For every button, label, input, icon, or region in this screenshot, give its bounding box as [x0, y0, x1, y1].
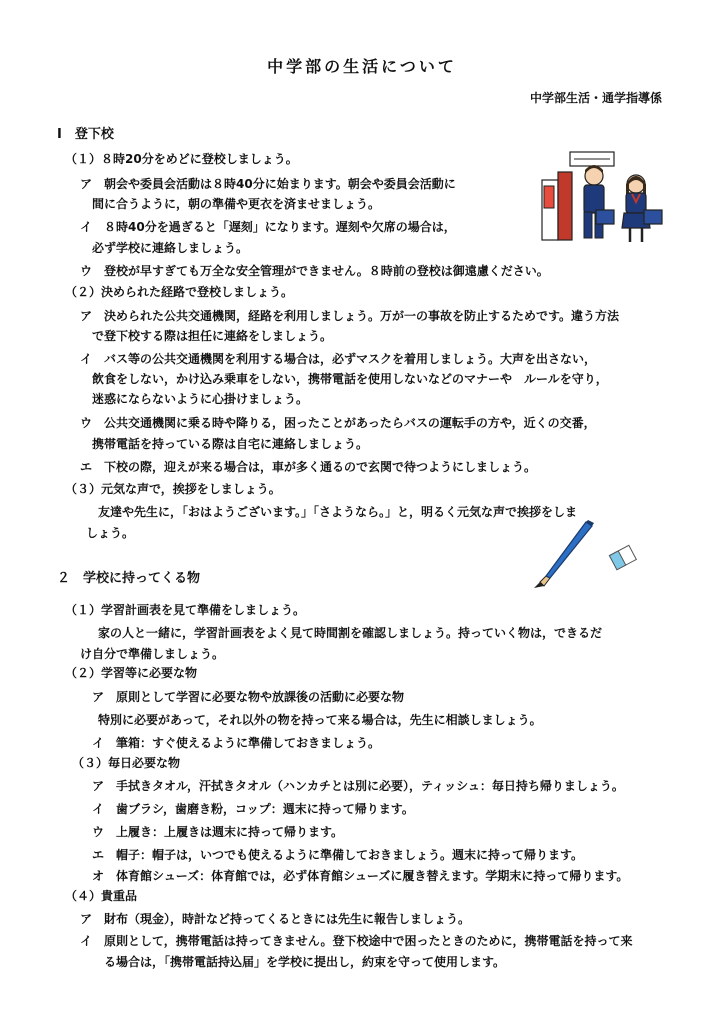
department-label: 中学部生活・通学指導係: [529, 91, 662, 105]
body-text-line: ア 手拭きタオル，汗拭きタオル（ハンカチとは別に必要），ティッシュ：毎日持ち帰りましょう。: [92, 779, 624, 793]
body-text-line: （３）元気な声で，挨拶をしましょう。: [65, 482, 281, 496]
body-text-line: 必ず学校に連絡しましょう。: [92, 241, 249, 255]
body-text-line: ア 朝会や委員会活動は８時40分に始まります。朝会や委員会活動に: [80, 177, 456, 191]
body-text-line: （１）学習計画表を見て準備をしましょう。: [65, 603, 306, 617]
body-text-line: エ 帽子：帽子は，いつでも使えるように準備しておきましょう。週末に持って帰ります。: [92, 848, 584, 862]
body-text-line: イ ８時40分を過ぎると「遅刻」になります。遅刻や欠席の場合は，: [80, 220, 456, 234]
body-text-line: （１）８時20分をめどに登校しましょう。: [65, 152, 298, 166]
students-illustration: [540, 150, 665, 250]
body-text-line: オ 体育館シューズ：体育館では，必ず体育館シューズに履き替えます。学期末に持って帰ります。: [92, 869, 629, 883]
body-text-line: しょう。: [86, 526, 135, 540]
section-heading: ２ 学校に持ってくる物: [57, 571, 201, 586]
body-text-line: け自分で準備しましょう。: [80, 647, 225, 661]
body-text-line: 飲食をしない，かけ込み乗車をしない，携帯電話を使用しないなどのマナーや ルールを守り，: [92, 372, 608, 386]
body-text-line: イ 歯ブラシ，歯磨き粉，コップ：週末に持って帰ります。: [92, 802, 414, 816]
body-text-line: ア 決められた公共交通機関，経路を利用しましょう。万が一の事故を防止するためです。違う方法: [80, 309, 620, 323]
body-text-line: ウ 公共交通機関に乗る時や降りる，困ったことがあったらバスの運転手の方や，近くの交番，: [80, 416, 596, 430]
body-text-line: る場合は，「携帯電話持込届」を学校に提出し，約束を守って使用します。: [104, 955, 506, 969]
body-text-line: 携帯電話を持っている際は自宅に連絡しましょう。: [92, 437, 369, 451]
section-heading: Ⅰ 登下校: [57, 127, 114, 142]
body-text-line: 特別に必要があって，それ以外の物を持って来る場合は，先生に相談しましょう。: [98, 713, 542, 727]
body-text-line: （３）毎日必要な物: [72, 756, 181, 770]
body-text-line: 間に合うように，朝の準備や更衣を済ませましょう。: [92, 197, 381, 211]
body-text-line: （４）貴重品: [65, 889, 138, 903]
body-text-line: イ バス等の公共交通機関を利用する場合は，必ずマスクを着用しましょう。大声を出さない，: [80, 352, 597, 366]
body-text-line: イ 筆箱：すぐ使えるように準備しておきましょう。: [92, 736, 381, 750]
body-text-line: 家の人と一緒に，学習計画表をよく見て時間割を確認しましょう。持っていく物は，できるだ: [98, 626, 603, 640]
body-text-line: （２）学習等に必要な物: [65, 666, 198, 680]
page-title: 中学部の生活について: [267, 57, 457, 76]
body-text-line: 友達や先生に，「おはようございます。」「さようなら。」と，明るく元気な声で挨拶をしま: [98, 505, 578, 519]
body-text-line: ウ 登校が早すぎても万全な安全管理ができません。８時前の登校は御遠慮ください。: [80, 264, 549, 278]
body-text-line: ウ 上履き：上履きは週末に持って帰ります。: [92, 825, 344, 839]
pencil-eraser-illustration: [530, 520, 650, 590]
body-text-line: 迷惑にならないように心掛けましょう。: [92, 392, 309, 406]
body-text-line: ア 原則として学習に必要な物や放課後の活動に必要な物: [92, 690, 405, 704]
body-text-line: エ 下校の際，迎えが来る場合は，車が多く通るので玄関で待つようにしましょう。: [80, 460, 537, 474]
body-text-line: で登下校する際は担任に連絡をしましょう。: [92, 329, 333, 343]
body-text-line: イ 原則として，携帯電話は持ってきません。登下校途中で困ったときのために，携帯電話を持って来: [80, 934, 633, 948]
body-text-line: ア 財布（現金），時計など持ってくるときには先生に報告しましょう。: [80, 912, 471, 926]
body-text-line: （２）決められた経路で登校しましょう。: [65, 285, 294, 299]
